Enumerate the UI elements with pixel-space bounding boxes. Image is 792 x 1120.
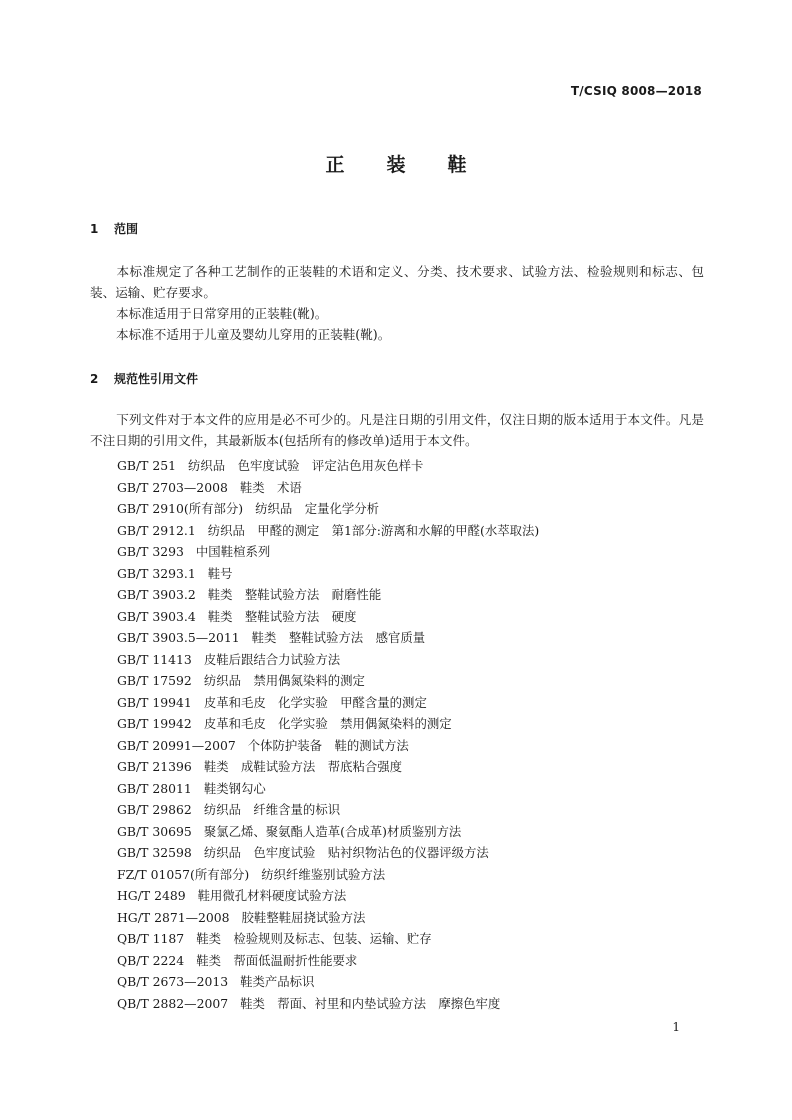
reference-title: 纺织品 禁用偶氮染料的测定 xyxy=(203,673,365,688)
reference-item xyxy=(117,498,539,520)
page-number: 1 xyxy=(672,1020,680,1034)
reference-item xyxy=(117,649,539,671)
reference-item xyxy=(117,885,539,907)
reference-code: GB/T 19941 xyxy=(117,694,192,710)
reference-code: GB/T 20991—2007 xyxy=(117,737,236,753)
reference-title: 鞋用微孔材料硬度试验方法 xyxy=(197,888,347,903)
paragraph-text: 下列文件对于本文件的应用是必不可少的。凡是注日期的引用文件，仅注日期的版本适用于本文件。凡是不注日期的引用文件，其最新版本(包括所有的修改单)适用于本文件。 xyxy=(90,412,704,448)
reference-title: 鞋号 xyxy=(207,565,233,581)
scope-paragraph-2 xyxy=(90,303,704,324)
reference-title: 纺织品 甲醛的测定 第1部分:游离和水解的甲醛(水萃取法) xyxy=(207,522,540,538)
section-number: 2 xyxy=(90,372,99,386)
reference-code: GB/T 3903.4 xyxy=(117,608,196,624)
reference-title: 皮鞋后跟结合力试验方法 xyxy=(203,651,341,667)
reference-item xyxy=(117,541,539,563)
reference-title: 皮革和毛皮 化学实验 禁用偶氮染料的测定 xyxy=(203,716,452,731)
reference-title: 中国鞋楦系列 xyxy=(195,544,271,559)
reference-title: 鞋类 整鞋试验方法 耐磨性能 xyxy=(207,587,382,602)
reference-title: 纺织品 色牢度试验 评定沾色用灰色样卡 xyxy=(188,458,424,473)
reference-item xyxy=(117,971,539,993)
reference-item xyxy=(117,455,539,477)
reference-code: GB/T 21396 xyxy=(117,759,192,774)
reference-title: 鞋类产品标识 xyxy=(240,974,315,989)
reference-code: GB/T 3293.1 xyxy=(117,565,196,581)
reference-list xyxy=(117,455,539,1014)
section-heading-normative-references xyxy=(90,370,198,387)
reference-title: 纺织品 定量化学分析 xyxy=(255,501,380,516)
paragraph-text: 本标准规定了各种工艺制作的正装鞋的术语和定义、分类、技术要求、试验方法、检验规则和标志、包装、运输、贮存要求。 xyxy=(90,264,704,300)
reference-item xyxy=(117,928,539,950)
reference-code: GB/T 17592 xyxy=(117,673,192,688)
paragraph-text: 本标准适用于日常穿用的正装鞋(靴)。 xyxy=(116,306,328,321)
reference-title: 鞋类钢勾心 xyxy=(203,780,266,796)
reference-item xyxy=(117,563,539,585)
reference-item xyxy=(117,606,539,628)
paragraph-text: 本标准不适用于儿童及婴幼儿穿用的正装鞋(靴)。 xyxy=(116,327,391,342)
reference-item xyxy=(117,735,539,757)
reference-item xyxy=(117,821,539,843)
reference-title: 皮革和毛皮 化学实验 甲醛含量的测定 xyxy=(203,694,427,710)
reference-item xyxy=(117,692,539,714)
reference-code: HG/T 2489 xyxy=(117,888,186,903)
reference-title: 鞋类 成鞋试验方法 帮底粘合强度 xyxy=(203,759,403,774)
reference-code: GB/T 29862 xyxy=(117,802,192,817)
section-number: 1 xyxy=(90,222,99,236)
reference-title: 纺织纤维鉴别试验方法 xyxy=(261,866,386,882)
reference-code: GB/T 251 xyxy=(117,458,177,473)
reference-code: GB/T 2912.1 xyxy=(117,522,196,538)
reference-item xyxy=(117,907,539,929)
page-title: 正装鞋 xyxy=(325,154,509,176)
reference-item xyxy=(117,842,539,864)
section-title: 范围 xyxy=(114,222,139,236)
reference-item xyxy=(117,520,539,542)
section-title: 规范性引用文件 xyxy=(114,372,199,386)
reference-item xyxy=(117,993,539,1015)
reference-code: HG/T 2871—2008 xyxy=(117,909,230,925)
reference-code: QB/T 2882—2007 xyxy=(117,995,229,1011)
reference-item xyxy=(117,477,539,499)
references-intro xyxy=(90,409,704,451)
reference-item xyxy=(117,756,539,778)
reference-item xyxy=(117,584,539,606)
reference-item xyxy=(117,799,539,821)
reference-code: QB/T 2673—2013 xyxy=(117,974,229,989)
reference-code: GB/T 19942 xyxy=(117,716,192,731)
reference-title: 胶鞋整鞋屈挠试验方法 xyxy=(241,909,366,925)
reference-code: QB/T 1187 xyxy=(117,931,185,946)
reference-item xyxy=(117,864,539,886)
scope-paragraph-1 xyxy=(90,261,704,303)
reference-item xyxy=(117,778,539,800)
reference-item xyxy=(117,627,539,649)
reference-code: GB/T 32598 xyxy=(117,845,192,860)
reference-code: GB/T 2910(所有部分) xyxy=(117,501,244,516)
reference-code: GB/T 2703—2008 xyxy=(117,479,228,495)
reference-title: 鞋类 整鞋试验方法 感官质量 xyxy=(251,630,426,645)
reference-code: GB/T 3903.5—2011 xyxy=(117,630,240,645)
reference-item xyxy=(117,713,539,735)
reference-item xyxy=(117,950,539,972)
reference-title: 鞋类 整鞋试验方法 硬度 xyxy=(207,608,357,624)
section-heading-scope xyxy=(90,220,138,237)
reference-title: 鞋类 检验规则及标志、包装、运输、贮存 xyxy=(196,931,432,946)
reference-title: 鞋类 术语 xyxy=(239,479,302,495)
reference-title: 鞋类 帮面低温耐折性能要求 xyxy=(196,952,358,968)
reference-title: 纺织品 色牢度试验 贴衬织物沾色的仪器评级方法 xyxy=(203,845,489,860)
reference-title: 个体防护装备 鞋的测试方法 xyxy=(247,737,409,753)
reference-code: FZ/T 01057(所有部分) xyxy=(117,866,250,882)
reference-title: 鞋类 帮面、衬里和内垫试验方法 摩擦色牢度 xyxy=(240,995,501,1011)
reference-code: GB/T 3293 xyxy=(117,544,184,559)
reference-code: GB/T 3903.2 xyxy=(117,587,196,602)
reference-code: QB/T 2224 xyxy=(117,952,185,968)
reference-code: GB/T 30695 xyxy=(117,823,192,839)
scope-paragraph-3 xyxy=(90,324,704,345)
reference-title: 纺织品 纤维含量的标识 xyxy=(203,802,341,817)
reference-title: 聚氯乙烯、聚氨酯人造革(合成革)材质鉴别方法 xyxy=(203,823,462,839)
reference-item xyxy=(117,670,539,692)
reference-code: GB/T 28011 xyxy=(117,780,192,796)
reference-code: GB/T 11413 xyxy=(117,651,192,667)
document-code: T/CSIQ 8008—2018 xyxy=(570,84,702,98)
